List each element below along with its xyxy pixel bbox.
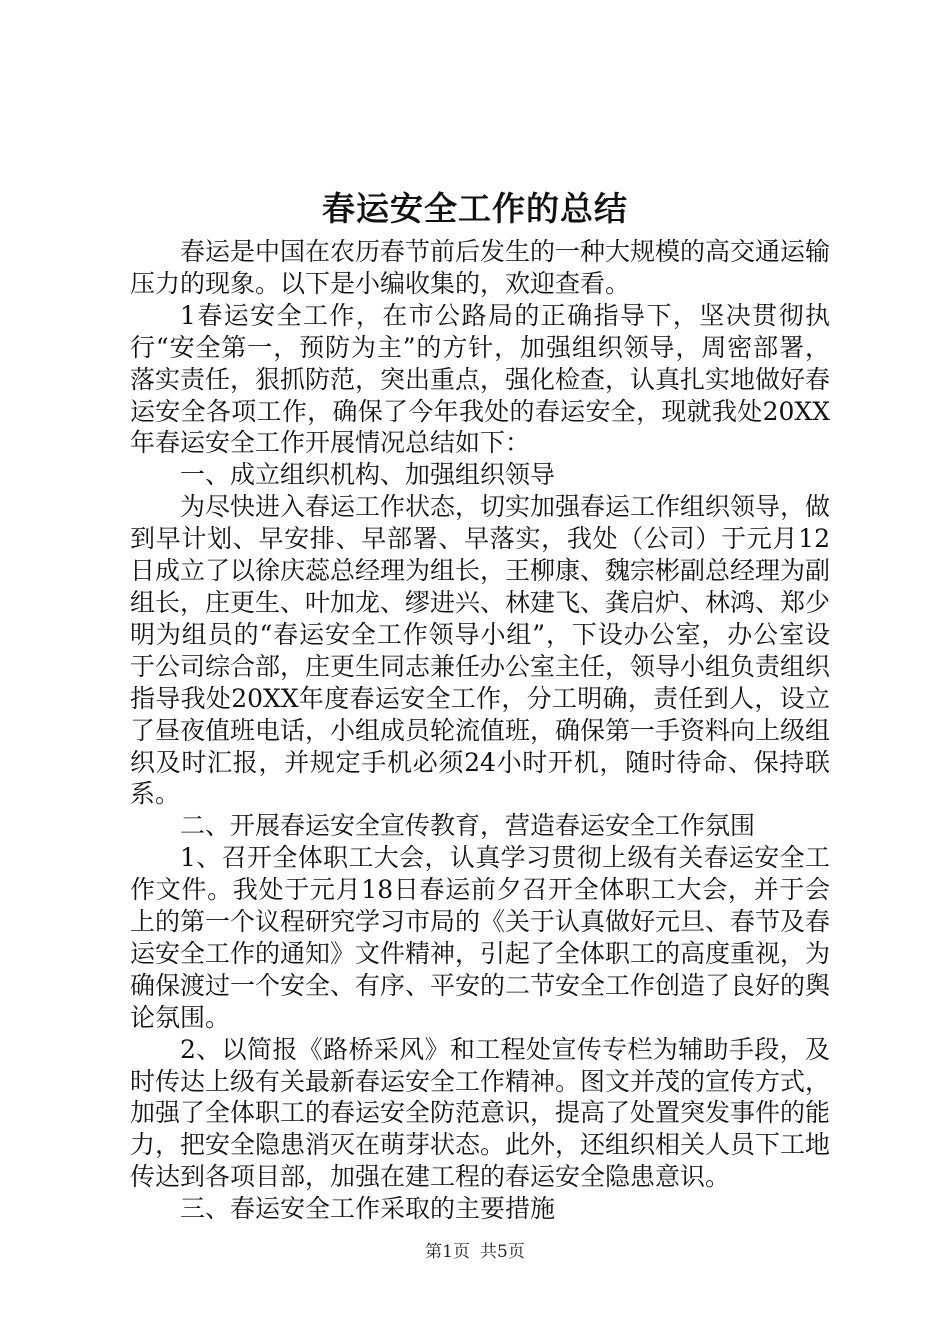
section-heading-2: 二、开展春运安全宣传教育，营造春运安全工作氛围 — [180, 811, 756, 841]
section-heading-3: 三、春运安全工作采取的主要措施 — [180, 1194, 556, 1224]
page-number-current: 第1页 — [425, 1242, 470, 1262]
paragraph-publicity: 2、以简报《路桥采风》和工程处宣传专栏为辅助手段，及时传达上级有关最新春运安全工作精神。图文并茂的宣传方式，加强了全体职工的春运安全防范意识，提高了处置突发事件的能力，把安全隐患消灭在萌芽状态。此外，还组织相关人员下工地传达到各项目部，加强在建工程的春运安全隐患意识。 — [130, 1034, 831, 1192]
paragraph-intro: 春运是中国在农历春节前后发生的一种大规模的高交通运输压力的现象。以下是小编收集的，欢迎查看。 — [130, 237, 831, 298]
paragraph-meeting: 1、召开全体职工大会，认真学习贯彻上级有关春运安全工作文件。我处于元月18日春运前夕召开全体职工大会，并于会上的第一个议程研究学习市局的《关于认真做好元旦、春节及春运安全工作的通知》文件精神，引起了全体职工的高度重视，为确保渡过一个安全、有序、平安的二节安全工作创造了良好的舆论氛围。 — [130, 843, 831, 1032]
document-title: 春运安全工作的总结 — [322, 189, 628, 228]
page-footer — [0, 1240, 950, 1264]
page-number-total: 共5页 — [480, 1242, 525, 1262]
paragraph-overview: 1春运安全工作，在市公路局的正确指导下，坚决贯彻执行“安全第一，预防为主”的方针，加强组织领导，周密部署，落实责任，狠抓防范，突出重点，强化检查，认真扎实地做好春运安全各项工作，确保了今年我处的春运安全，现就我处20XX年春运安全工作开展情况总结如下： — [130, 300, 831, 458]
paragraph-organization: 为尽快进入春运工作状态，切实加强春运工作组织领导，做到早计划、早安排、早部署、早落实，我处（公司）于元月12日成立了以徐庆蕊总经理为组长，王柳康、魏宗彬副总经理为副组长，庄更生、叶加龙、缪进兴、林建飞、龚启炉、林鸿、郑少明为组员的“春运安全工作领导小组”，下设办公室，办公室设于公司综合部，庄更生同志兼任办公室主任，领导小组负责组织指导我处20XX年度春运安全工作，分工明确，责任到人，设立了昼夜值班电话，小组成员轮流值班，确保第一手资料向上级组织及时汇报，并规定手机必须24小时开机，随时待命、保持联系。 — [130, 492, 831, 809]
section-heading-1: 一、成立组织机构、加强组织领导 — [180, 460, 556, 490]
document-body — [130, 236, 830, 1225]
